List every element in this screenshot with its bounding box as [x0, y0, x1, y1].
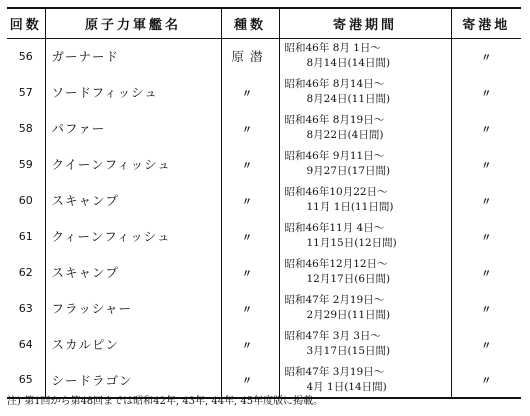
port-call-period [279, 74, 451, 110]
period-end: 8月24日(11日間) [306, 93, 391, 105]
table-row [7, 110, 521, 146]
row-number: 64 [7, 326, 45, 362]
vessel-name: クイーンフィッシュ [45, 146, 221, 182]
table-row [7, 182, 521, 218]
table-row [7, 218, 521, 254]
period-start: 昭和47年 2月19日～ [284, 294, 385, 306]
table-header-row [7, 8, 521, 38]
period-start: 昭和46年 8月 1日～ [284, 42, 381, 55]
period-end: 4月 1日(14日間) [306, 380, 387, 393]
port-call-period [279, 326, 451, 362]
row-number: 57 [7, 74, 45, 110]
port-call-period [279, 38, 451, 74]
port-calls-table [7, 7, 521, 399]
vessel-type: 〃 [221, 254, 279, 290]
period-start: 昭和47年 3月 3日～ [284, 330, 381, 342]
row-number: 62 [7, 254, 45, 290]
row-number: 59 [7, 146, 45, 182]
period-end: 8月14日(14日間) [306, 57, 391, 70]
table-row [7, 38, 521, 74]
period-end: 2月29日(11日間) [306, 309, 391, 321]
vessel-name: ガーナード [45, 38, 221, 74]
header-type: 種数 [221, 8, 279, 38]
vessel-type: 原潜 [221, 38, 279, 74]
vessel-type: 〃 [221, 218, 279, 254]
footnote: 注) 第1回から第48回までは昭和42年, 43年, 44年, 45年度版に掲載。 [7, 396, 324, 407]
port-of-call: 〃 [481, 124, 492, 136]
table-row [7, 254, 521, 290]
period-end: 11月15日(12日間) [306, 237, 397, 249]
period-end: 8月22日(4日間) [306, 129, 384, 141]
period-start: 昭和46年 8月19日～ [284, 114, 385, 126]
row-number: 63 [7, 290, 45, 326]
period-end: 12月17日(6日間) [306, 273, 391, 285]
period-end: 9月27日(17日間) [306, 165, 391, 177]
vessel-type: 〃 [221, 290, 279, 326]
port-call-period [279, 218, 451, 254]
port-of-call: 〃 [481, 232, 492, 244]
vessel-type: 〃 [221, 110, 279, 146]
period-start: 昭和47年 3月19日～ [284, 365, 385, 378]
period-start: 昭和46年10月22日～ [284, 186, 388, 198]
period-end: 3月17日(15日間) [306, 345, 391, 357]
period-end: 11月 1日(11日間) [306, 201, 394, 213]
port-of-call: 〃 [481, 196, 492, 208]
vessel-type: 〃 [221, 326, 279, 362]
port-of-call: 〃 [451, 362, 521, 398]
vessel-type: 〃 [221, 362, 279, 398]
table-row [7, 290, 521, 326]
header-period: 寄港期間 [279, 8, 451, 38]
vessel-name: フラッシャー [45, 290, 221, 326]
header-port: 寄港地 [451, 8, 521, 38]
vessel-name: クィーンフィッシュ [45, 218, 221, 254]
period-start: 昭和46年 8月14日～ [284, 78, 385, 90]
header-vessel-name: 原子力軍艦名 [45, 8, 221, 38]
port-of-call: 〃 [481, 52, 492, 64]
port-of-call: 〃 [481, 304, 492, 316]
row-number: 58 [7, 110, 45, 146]
period-start: 昭和46年 9月11日～ [284, 150, 385, 162]
port-of-call: 〃 [481, 340, 492, 352]
vessel-name: スキャンプ [45, 254, 221, 290]
row-number: 56 [7, 38, 45, 74]
port-of-call: 〃 [481, 268, 492, 280]
vessel-type: 〃 [221, 146, 279, 182]
port-of-call: 〃 [481, 160, 492, 172]
vessel-name: ソードフィッシュ [45, 74, 221, 110]
port-call-period [279, 146, 451, 182]
vessel-name: スキャンプ [45, 182, 221, 218]
port-call-period [279, 110, 451, 146]
vessel-type: 〃 [221, 182, 279, 218]
port-call-period [279, 182, 451, 218]
vessel-type: 〃 [221, 74, 279, 110]
row-number: 60 [7, 182, 45, 218]
vessel-name: スカルピン [45, 326, 221, 362]
port-of-call: 〃 [481, 88, 492, 100]
row-number: 61 [7, 218, 45, 254]
port-call-period [279, 290, 451, 326]
period-start: 昭和46年12月12日～ [284, 258, 388, 270]
period-start: 昭和46年11月 4日～ [284, 222, 385, 234]
vessel-name: パファー [45, 110, 221, 146]
table-row [7, 74, 521, 110]
row-number: 65 [7, 362, 45, 398]
port-call-period [279, 254, 451, 290]
header-number: 回数 [7, 8, 45, 38]
table-row [7, 326, 521, 362]
table-row [7, 146, 521, 182]
vessel-name: シードラゴン [45, 362, 221, 398]
